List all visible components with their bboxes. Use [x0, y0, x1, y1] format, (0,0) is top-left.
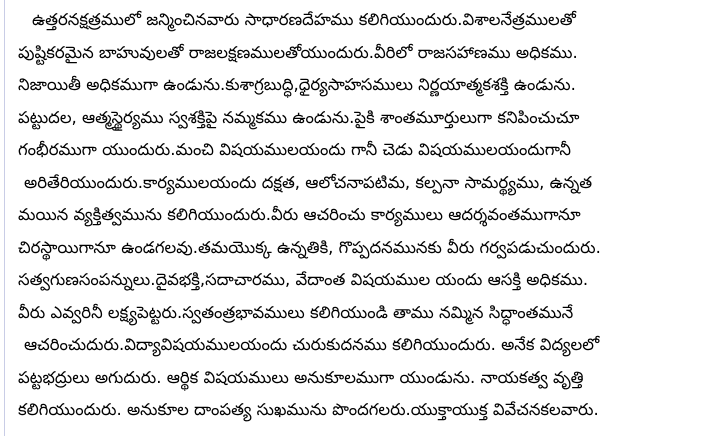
- text-line-2: పుష్టికరమైన బాహువులతో రాజలక్షణములతోయుందురు.వీరిలో రాజసహాణము అధికము.: [18, 42, 578, 62]
- text-line-7: మయిన వ్యక్తిత్వమును కలిగియుందురు.వీరు ఆచరించు కార్యములు ఆదర్శవంతముగానూ: [18, 205, 581, 224]
- text-line-8: చిరస్థాయిగానూ ఉండగలవు.తమయొక్క ఉన్నతికి, గొప్పదనమునకు వీరు గర్వపడుచుందురు.: [18, 237, 601, 257]
- text-line-4: పట్టుదల, ఆత్మస్థైర్యము స్వశక్తిపై నమ్మకము ఉండును.పైకి శాంతమూర్తులుగా కనిపించుచూ: [18, 107, 580, 127]
- text-line-6: అరితేరియుందురు.కార్యములయందు దక్షత, ఆలోచనాపటిమ, కల్పనా సామర్థ్యము, ఉన్నత: [24, 172, 593, 192]
- page-margin-line: [4, 0, 5, 436]
- paragraph: [18, 4, 702, 427]
- text-line-1: ఉత్తరనక్షత్రములో జన్మించినవారు సాధారణదేహము కలిగియుందురు.విశాలనేత్రములతో: [32, 10, 576, 29]
- text-line-11: ఆచరించుదురు.విద్యావిషయములయందు చురుకుదనము కలిగియుందురు. అనేక విద్యలలో: [24, 335, 600, 354]
- text-line-9: సత్వగుణసంపన్నులు.దైవభక్తి,సదాచారము, వేదాంత విషయముల యందు ఆసక్తి అధికము.: [18, 270, 589, 289]
- text-line-13: కలిగియుందురు. అనుకూల దాంపత్య సుఖమును పొందగలరు.యుక్తాయుక్త వివేచనకలవారు.: [18, 400, 599, 419]
- text-line-12: పట్టభద్రులు అగుదురు. ఆర్థిక విషయములు అనుకూలముగా యుండును. నాయకత్వ వృత్తి: [18, 367, 584, 387]
- text-line-5: గంభీరముగా యుందురు.మంచి విషయములయందు గానీ చెడు విషయములయందుగానీ: [18, 140, 571, 159]
- text-line-10: వీరు ఎవ్వరినీ లక్ష్యపెట్టరు.స్వతంత్రభావములు కలిగియుండి తాము నమ్మిన సిద్ధాంతమునే: [18, 302, 574, 322]
- text-line-3: నిజాయితీ అధికముగా ఉండును.కుశాగ్రబుద్ధి,ధైర్యసాహసములు నిర్ణయాత్మకశక్తి ఉండును.: [18, 75, 576, 94]
